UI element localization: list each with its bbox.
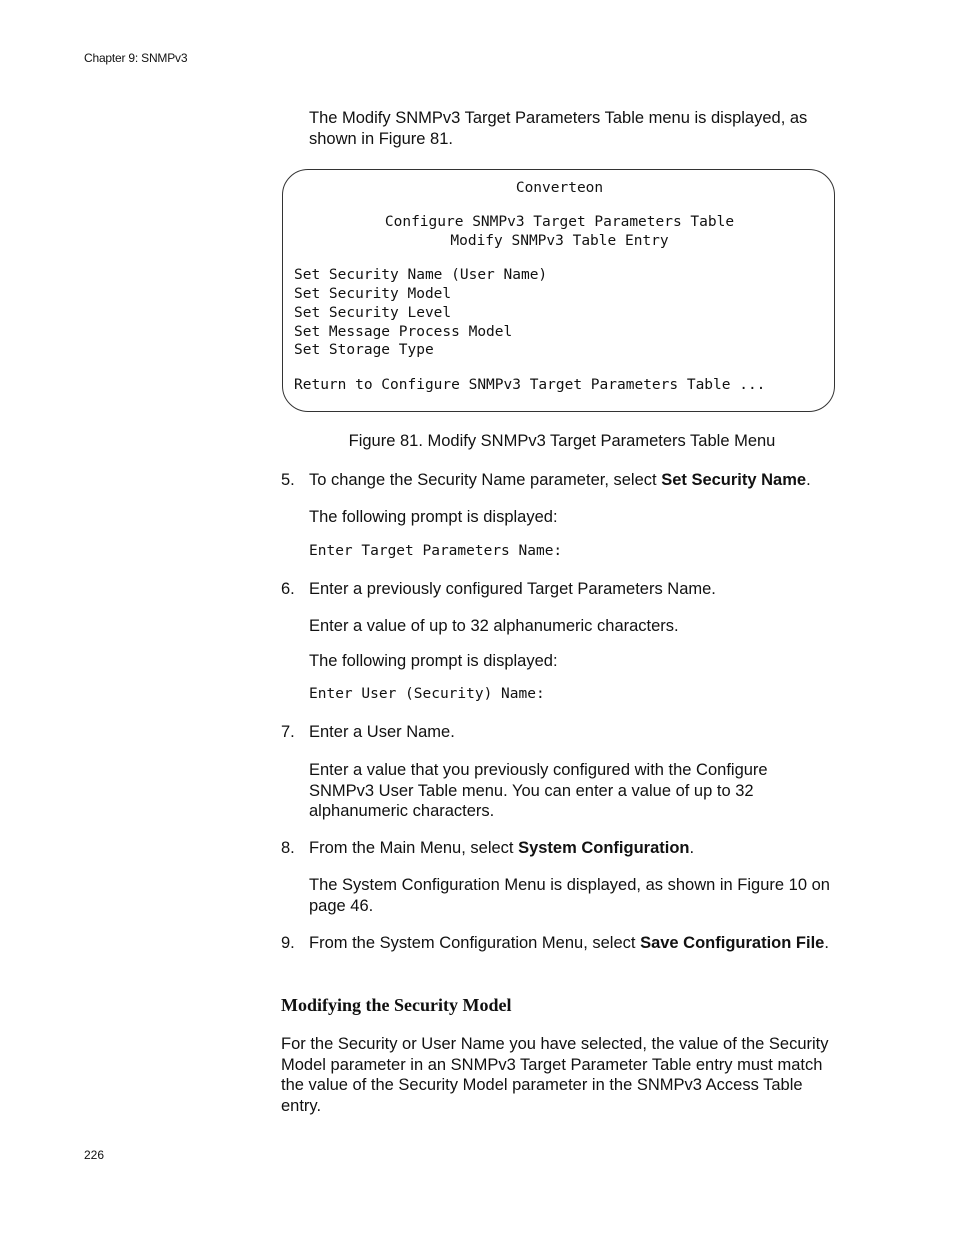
- step-5-text: To change the Security Name parameter, select Set Security Name.: [309, 471, 811, 489]
- terminal-menu-screen: [282, 169, 835, 412]
- step-5-number: 5.: [281, 471, 295, 489]
- screen-subtitle-2: Modify SNMPv3 Table Entry: [450, 233, 669, 249]
- step-5-prompt-note: The following prompt is displayed:: [309, 508, 558, 526]
- menu-item-security-name: Set Security Name (User Name): [294, 267, 548, 283]
- screen-title: Converteon: [515, 180, 604, 196]
- menu-item-message-process-model: Set Message Process Model: [294, 324, 513, 340]
- section-body: For the Security or User Name you have selected, the value of the Security Model parameter in an SNMPv3 Target Parameter Table entry must match the value of the Security Model parameter in the SNMPv3 Access Table entry.: [281, 1035, 829, 1115]
- intro-paragraph: The Modify SNMPv3 Target Parameters Table menu is displayed, as shown in Figure 81.: [309, 109, 808, 148]
- step-7-number: 7.: [281, 723, 295, 741]
- section-heading: Modifying the Security Model: [281, 995, 512, 1015]
- step-6-prompt-note: The following prompt is displayed:: [309, 652, 558, 670]
- page-number: 226: [84, 1148, 105, 1162]
- step-8-note: The System Configuration Menu is displayed, as shown in Figure 10 on page 46.: [309, 876, 830, 915]
- step-9-number: 9.: [281, 934, 295, 952]
- step-6-note: Enter a value of up to 32 alphanumeric characters.: [309, 617, 679, 635]
- step-9-text: From the System Configuration Menu, select Save Configuration File.: [309, 934, 829, 952]
- screen-subtitle-1: Configure SNMPv3 Target Parameters Table: [384, 214, 735, 230]
- chapter-header: Chapter 9: SNMPv3: [84, 51, 188, 65]
- step-8-text: From the Main Menu, select System Configuration.: [309, 839, 695, 857]
- step-8-number: 8.: [281, 839, 295, 857]
- menu-item-return: Return to Configure SNMPv3 Target Parameters Table ...: [294, 377, 766, 393]
- figure-caption: Figure 81. Modify SNMPv3 Target Parameters Table Menu: [348, 432, 776, 450]
- step-5-prompt-code: Enter Target Parameters Name:: [309, 543, 563, 559]
- step-6-number: 6.: [281, 580, 295, 598]
- step-6-prompt-code: Enter User (Security) Name:: [309, 686, 545, 702]
- menu-item-security-level: Set Security Level: [294, 305, 452, 321]
- step-6-text: Enter a previously configured Target Parameters Name.: [309, 580, 716, 598]
- menu-item-security-model: Set Security Model: [294, 286, 452, 302]
- step-7-note: Enter a value that you previously configured with the Configure SNMPv3 User Table menu. You can enter a value of up to 32 alphanumeric characters.: [309, 761, 768, 820]
- menu-item-storage-type: Set Storage Type: [294, 342, 434, 358]
- step-7-text: Enter a User Name.: [309, 723, 455, 741]
